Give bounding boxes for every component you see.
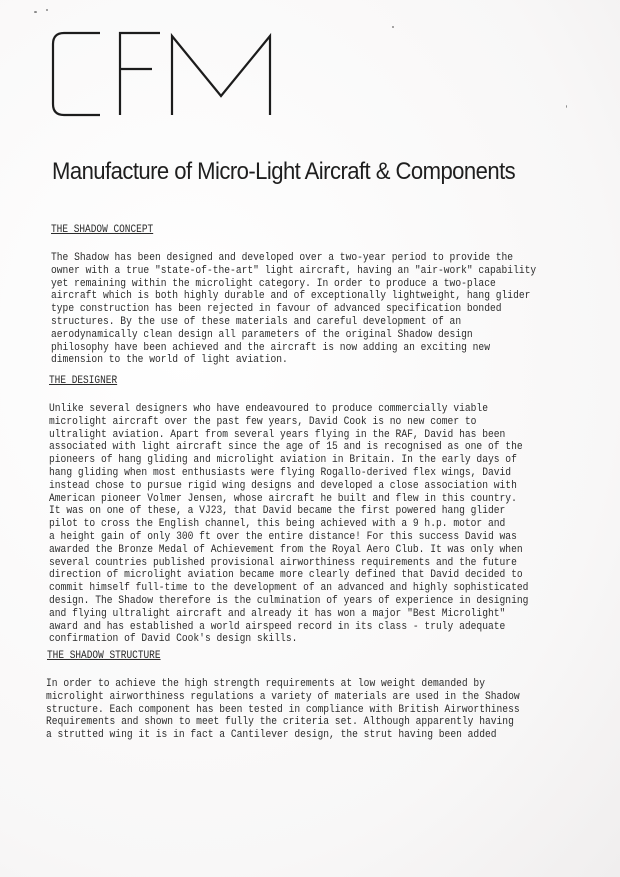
text-line: pioneers of hang gliding and microlight aviation in Britain. In the early days of [49, 454, 517, 467]
paper-speck [392, 26, 394, 28]
text-line: commit himself full-time to the development of an advanced and highly sophisticated [49, 582, 529, 595]
text-line: associated with light aircraft since the age of 15 and is recognised as one of the [49, 441, 523, 454]
company-tagline: Manufacture of Micro-Light Aircraft & Components [52, 158, 516, 185]
text-line: aerodynamically clean design all parameters of the original Shadow design [51, 328, 473, 341]
text-line: direction of microlight aviation became more clearly defined that David decided to [49, 569, 523, 582]
text-line: The Shadow has been designed and developed over a two-year period to provide the [51, 252, 514, 264]
text-line: ultralight aviation. Apart from several years flying in the RAF, David has been [49, 428, 506, 441]
section-heading-designer: THE DESIGNER [49, 375, 118, 387]
section-body-designer [49, 403, 561, 646]
text-line: design. The Shadow therefore is the culmination of years of experience in designing [49, 594, 529, 607]
text-line: confirmation of David Cook's design skills. [49, 633, 298, 646]
text-line: American pioneer Volmer Jensen, whose aircraft he built and flew in this country. [49, 492, 517, 505]
text-line: and flying ultralight aircraft and already it has won a major "Best Microlight" [49, 607, 506, 620]
text-line: owner with a true "state-of-the-art" light aircraft, having an "air-work" capability [51, 264, 537, 277]
text-line: structure. Each component has been tested in compliance with British Airworthiness [46, 703, 520, 716]
text-line: a height gain of only 300 ft over the entire distance! For this success David was [49, 530, 517, 543]
text-line: philosophy have been achieved and the aircraft is now adding an exciting new [51, 341, 490, 354]
text-line: type construction has been rejected in favour of advanced specification bonded [51, 303, 502, 316]
text-line: microlight aircraft over the past few years, David Cook is no new comer to [49, 415, 477, 428]
text-line: hang gliding when most enthusiasts were flying Rogallo-derived flex wings, David [49, 466, 512, 479]
text-line: It was on one of these, a VJ23, that David became the first powered hang glider [49, 505, 506, 518]
text-line: dimension to the world of light aviation. [51, 354, 288, 367]
text-line: microlight airworthiness regulations a variety of materials are used in the Shadow [46, 690, 520, 703]
text-line: pilot to cross the English channel, this being achieved with a 9 h.p. motor and [49, 518, 506, 531]
text-line: instead chose to pursue rigid wing designs and developed a close association with [49, 479, 517, 492]
text-line: aircraft which is both highly durable and of exceptionally lightweight, hang glider [51, 290, 531, 303]
text-line: award and has established a world airspeed record in its class - truly adequate [49, 620, 506, 633]
text-line: Unlike several designers who have endeavoured to produce commercially viable [49, 403, 488, 415]
section-heading-shadow-structure: THE SHADOW STRUCTURE [47, 650, 161, 662]
section-heading-shadow-concept: THE SHADOW CONCEPT [51, 224, 154, 236]
paper-speck [46, 9, 48, 11]
text-line: yet remaining within the microlight category. In order to produce a two-place [51, 277, 496, 290]
paper-speck [34, 11, 37, 13]
text-line: several countries published provisional airworthiness requirements and the future [49, 556, 517, 569]
section-body-shadow-concept [51, 252, 563, 367]
section-body-shadow-structure [46, 678, 558, 742]
text-line: a strutted wing it is in fact a Cantilever design, the strut having been added [46, 729, 497, 742]
cfm-logo [48, 30, 288, 120]
text-line: awarded the Bronze Medal of Achievement from the Royal Aero Club. It was only when [49, 543, 523, 556]
text-line: Requirements and shown to meet fully the criteria set. Although apparently having [46, 716, 514, 729]
text-line: structures. By the use of these materials and careful development of an [51, 315, 462, 328]
text-line: In order to achieve the high strength requirements at low weight demanded by [46, 678, 485, 690]
paper-speck [566, 105, 567, 108]
